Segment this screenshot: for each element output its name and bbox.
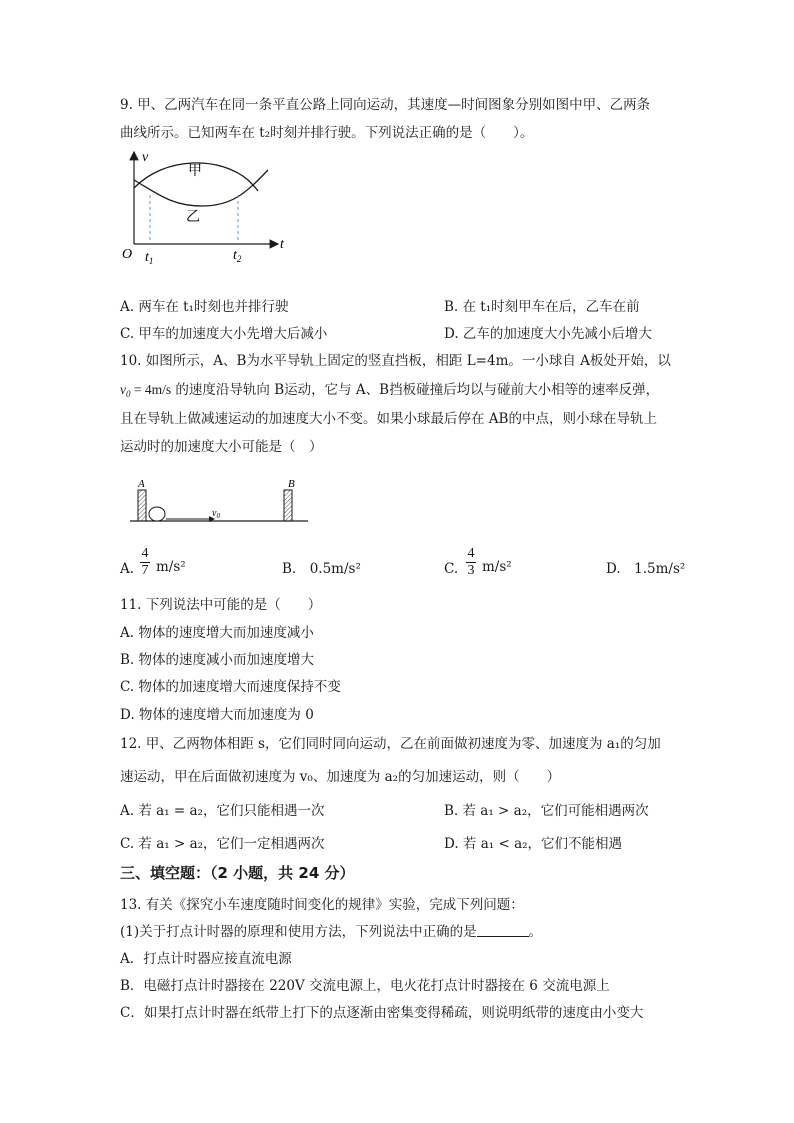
- q10-option-c-label: C.: [444, 561, 459, 577]
- q10-option-c-unit: m/s²: [482, 559, 512, 575]
- q10-v0-sub: 0: [126, 389, 131, 399]
- q10-stem-line4: 运动时的加速度大小可能是（ ）: [120, 439, 323, 455]
- section-heading-fill-in: 三、填空题：（2 小题，共 24 分）: [120, 864, 355, 882]
- q10-option-d: D. 1.5m/s²: [606, 561, 686, 577]
- q12-stem-line2: 速运动，甲在后面做初速度为 v₀、加速度为 a₂的匀加速运动，则（ ）: [120, 769, 561, 785]
- q9-option-a: A. 两车在 t₁时刻也并排行驶: [120, 299, 289, 315]
- q9-option-b: B. 在 t₁时刻甲车在后，乙车在前: [444, 299, 640, 315]
- q10-option-c-fraction: [466, 546, 476, 578]
- v0-label: v: [212, 508, 217, 519]
- q9-stem-line1: 9. 甲、乙两汽车在同一条平直公路上同向运动，其速度—时间图象分别如图中甲、乙两条: [120, 97, 651, 113]
- t2-sub: 2: [236, 254, 242, 264]
- q10-option-a-numerator: 4: [141, 546, 149, 561]
- q12-option-b: B. 若 a₁ > a₂，它们可能相遇两次: [444, 803, 649, 819]
- q9-vt-graph: [120, 148, 295, 268]
- q10-stem-line2: [120, 381, 659, 403]
- q10-stem-line1: 10. 如图所示，A、B为水平导轨上固定的竖直挡板，相距 L=4m。一小球自 A板处开始，以: [120, 353, 671, 369]
- svg-text:t2: [233, 248, 242, 264]
- q10-option-c-numerator: 4: [467, 546, 475, 561]
- q13-sub1-text: (1)关于打点计时器的原理和使用方法，下列说法中正确的是: [120, 924, 477, 940]
- q13-stem: 13. 有关《探究小车速度随时间变化的规律》实验，完成下列问题：: [120, 897, 524, 913]
- q10-option-c-denominator: 3: [467, 563, 475, 578]
- q9-option-d: D. 乙车的加速度大小先减小后增大: [444, 326, 652, 342]
- q10-stem-line3: 且在导轨上做减速运动的加速度大小不变。如果小球最后停在 AB的中点，则小球在导轨上: [120, 411, 657, 427]
- q13-option-c: C．如果打点计时器在纸带上打下的点逐渐由密集变得稀疏，则说明纸带的速度由小变大: [120, 1005, 644, 1021]
- t1-label: t: [145, 250, 149, 265]
- q10-option-a-unit: m/s²: [156, 559, 186, 575]
- svg-text:t1: [145, 250, 153, 266]
- q10-track-figure: [126, 476, 316, 526]
- q10-stem-line2-text: 的速度沿导轨向 B运动，它与 A、B挡板碰撞后均以与碰前大小相等的速率反弹，: [171, 382, 660, 398]
- board-a: [138, 490, 146, 521]
- q9-stem-line2: 曲线所示。已知两车在 t₂时刻并排行驶。下列说法正确的是（ ）。: [120, 125, 534, 141]
- q10-v0: v: [120, 382, 126, 397]
- q11-option-d: D. 物体的速度增大而加速度为 0: [120, 707, 314, 723]
- q13-sub1: [120, 923, 542, 941]
- q11-option-b: B. 物体的速度减小而加速度增大: [120, 652, 315, 668]
- q10-option-a-fraction: [140, 546, 150, 578]
- jia-label: 甲: [188, 164, 202, 179]
- yi-label: 乙: [186, 210, 200, 225]
- q10-option-b: B. 0.5m/s²: [282, 561, 361, 577]
- q12-option-d: D. 若 a₁ < a₂，它们不能相遇: [444, 836, 623, 852]
- q13-answer-blank[interactable]: [477, 924, 529, 937]
- ball: [149, 507, 165, 521]
- q10-option-a-label: A.: [120, 561, 135, 577]
- q12-option-c: C. 若 a₁ > a₂，它们一定相遇两次: [120, 836, 325, 852]
- board-b-label: B: [288, 478, 295, 490]
- v-label: v: [142, 150, 149, 165]
- v0-label-sub: 0: [216, 512, 220, 520]
- q12-stem-line1: 12. 甲、乙两物体相距 s，它们同时同向运动，乙在前面做初速度为零、加速度为 a₁的匀加: [120, 736, 661, 752]
- board-a-label: A: [138, 478, 145, 490]
- q10-v0-value: = 4m/s: [130, 382, 172, 397]
- q13-option-b: B．电磁打点计时器接在 220V 交流电源上，电火花打点计时器接在 6 交流电源上: [120, 978, 610, 994]
- svg-text:v0: [212, 508, 220, 520]
- q12-option-a: A. 若 a₁ = a₂，它们只能相遇一次: [120, 803, 325, 819]
- origin-label: O: [122, 247, 133, 262]
- t-label: t: [280, 237, 284, 252]
- q13-option-a: A．打点计时器应接直流电源: [120, 951, 292, 967]
- q11-option-c: C. 物体的加速度增大而速度保持不变: [120, 679, 341, 695]
- board-b: [284, 490, 292, 521]
- q13-sub1-end: 。: [528, 924, 543, 940]
- t2-label: t: [233, 248, 237, 263]
- t1-sub: 1: [148, 256, 154, 266]
- q9-option-c: C. 甲车的加速度大小先增大后减小: [120, 326, 328, 342]
- q10-option-a-denominator: 7: [141, 563, 149, 578]
- q11-option-a: A. 物体的速度增大而加速度减小: [120, 625, 314, 641]
- q11-stem: 11. 下列说法中可能的是（ ）: [120, 597, 322, 613]
